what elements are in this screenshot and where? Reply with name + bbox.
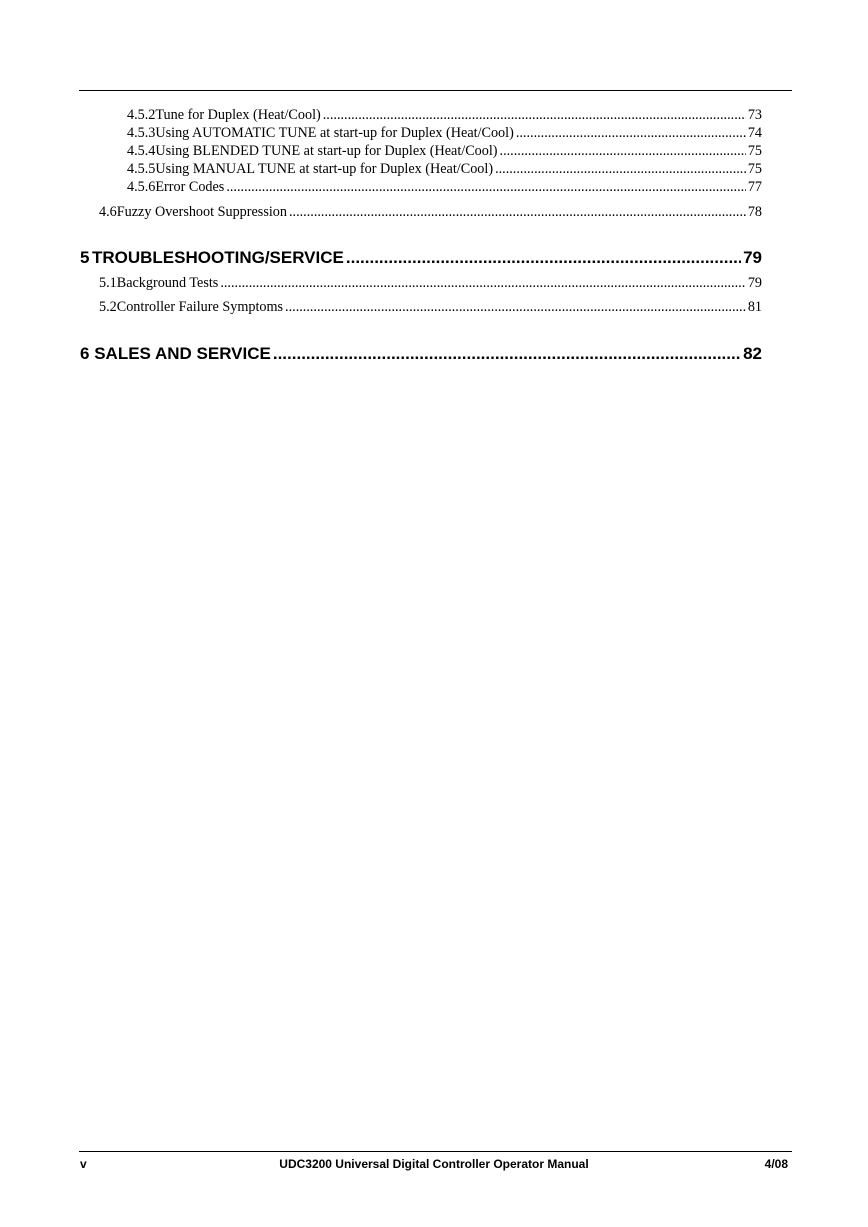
footer-document-title: UDC3200 Universal Digital Controller Operator Manual bbox=[279, 1157, 589, 1171]
header-rule bbox=[79, 90, 792, 91]
toc-entry-5-1[interactable] bbox=[99, 275, 762, 293]
toc-chapter-number: 5 bbox=[80, 248, 90, 267]
toc-dot-leader bbox=[500, 143, 746, 160]
toc-entry-page: 81 bbox=[747, 299, 762, 315]
toc-dot-leader bbox=[226, 179, 745, 196]
toc-dot-leader bbox=[273, 344, 741, 364]
toc-chapter-title: TROUBLESHOOTING/SERVICE bbox=[91, 248, 344, 267]
toc-entry-number: 5.1 bbox=[99, 275, 117, 291]
toc-dot-leader bbox=[516, 125, 746, 142]
toc-dot-leader bbox=[323, 107, 746, 124]
toc-entry-number: 4.5.5 bbox=[127, 161, 156, 177]
toc-entry-number: 4.5.3 bbox=[127, 125, 156, 141]
toc-dot-leader bbox=[289, 204, 746, 221]
toc-entry-title: Fuzzy Overshoot Suppression bbox=[116, 204, 287, 220]
toc-dot-leader bbox=[346, 248, 741, 268]
toc-entry-page: 75 bbox=[747, 143, 762, 159]
toc-entry-page: 73 bbox=[747, 107, 762, 123]
toc-entry-number: 5.2 bbox=[99, 299, 117, 315]
toc-entry-title: Tune for Duplex (Heat/Cool) bbox=[155, 107, 321, 123]
toc-chapter-page: 79 bbox=[743, 248, 762, 267]
toc-entry-4-5-6[interactable] bbox=[127, 179, 762, 197]
toc-chapter-5[interactable] bbox=[80, 248, 762, 270]
toc-entry-title: Background Tests bbox=[116, 275, 219, 291]
toc-entry-4-5-5[interactable] bbox=[127, 161, 762, 179]
toc-entry-4-6[interactable] bbox=[99, 204, 762, 222]
toc-entry-page: 75 bbox=[747, 161, 762, 177]
toc-entry-number: 4.6 bbox=[99, 204, 117, 220]
toc-entry-title: Controller Failure Symptoms bbox=[116, 299, 284, 315]
toc-entry-4-5-3[interactable] bbox=[127, 125, 762, 143]
toc-chapter-6[interactable] bbox=[80, 344, 762, 366]
toc-dot-leader bbox=[220, 275, 745, 292]
toc-entry-page: 77 bbox=[747, 179, 762, 195]
toc-entry-number: 4.5.6 bbox=[127, 179, 156, 195]
toc-entry-page: 78 bbox=[747, 204, 762, 220]
toc-entry-page: 79 bbox=[747, 275, 762, 291]
toc-entry-title: Using AUTOMATIC TUNE at start-up for Duplex (Heat/Cool) bbox=[155, 125, 514, 141]
toc-entry-title: Using MANUAL TUNE at start-up for Duplex (Heat/Cool) bbox=[155, 161, 494, 177]
toc-entry-4-5-2[interactable] bbox=[127, 107, 762, 125]
footer-rule bbox=[79, 1151, 792, 1152]
toc-chapter-page: 82 bbox=[743, 344, 762, 363]
toc-entry-4-5-4[interactable] bbox=[127, 143, 762, 161]
toc-dot-leader bbox=[495, 161, 746, 178]
toc-entry-number: 4.5.4 bbox=[127, 143, 156, 159]
toc-entry-title: Error Codes bbox=[155, 179, 225, 195]
toc-chapter-number: 6 bbox=[80, 344, 90, 363]
toc-entry-number: 4.5.2 bbox=[127, 107, 156, 123]
toc-entry-title: Using BLENDED TUNE at start-up for Duplex (Heat/Cool) bbox=[155, 143, 498, 159]
footer-date: 4/08 bbox=[764, 1157, 788, 1171]
toc-dot-leader bbox=[285, 299, 746, 316]
toc-chapter-title: SALES AND SERVICE bbox=[94, 344, 271, 363]
toc-entry-page: 74 bbox=[747, 125, 762, 141]
toc-entry-5-2[interactable] bbox=[99, 299, 762, 317]
footer-page-label: v bbox=[80, 1157, 87, 1171]
